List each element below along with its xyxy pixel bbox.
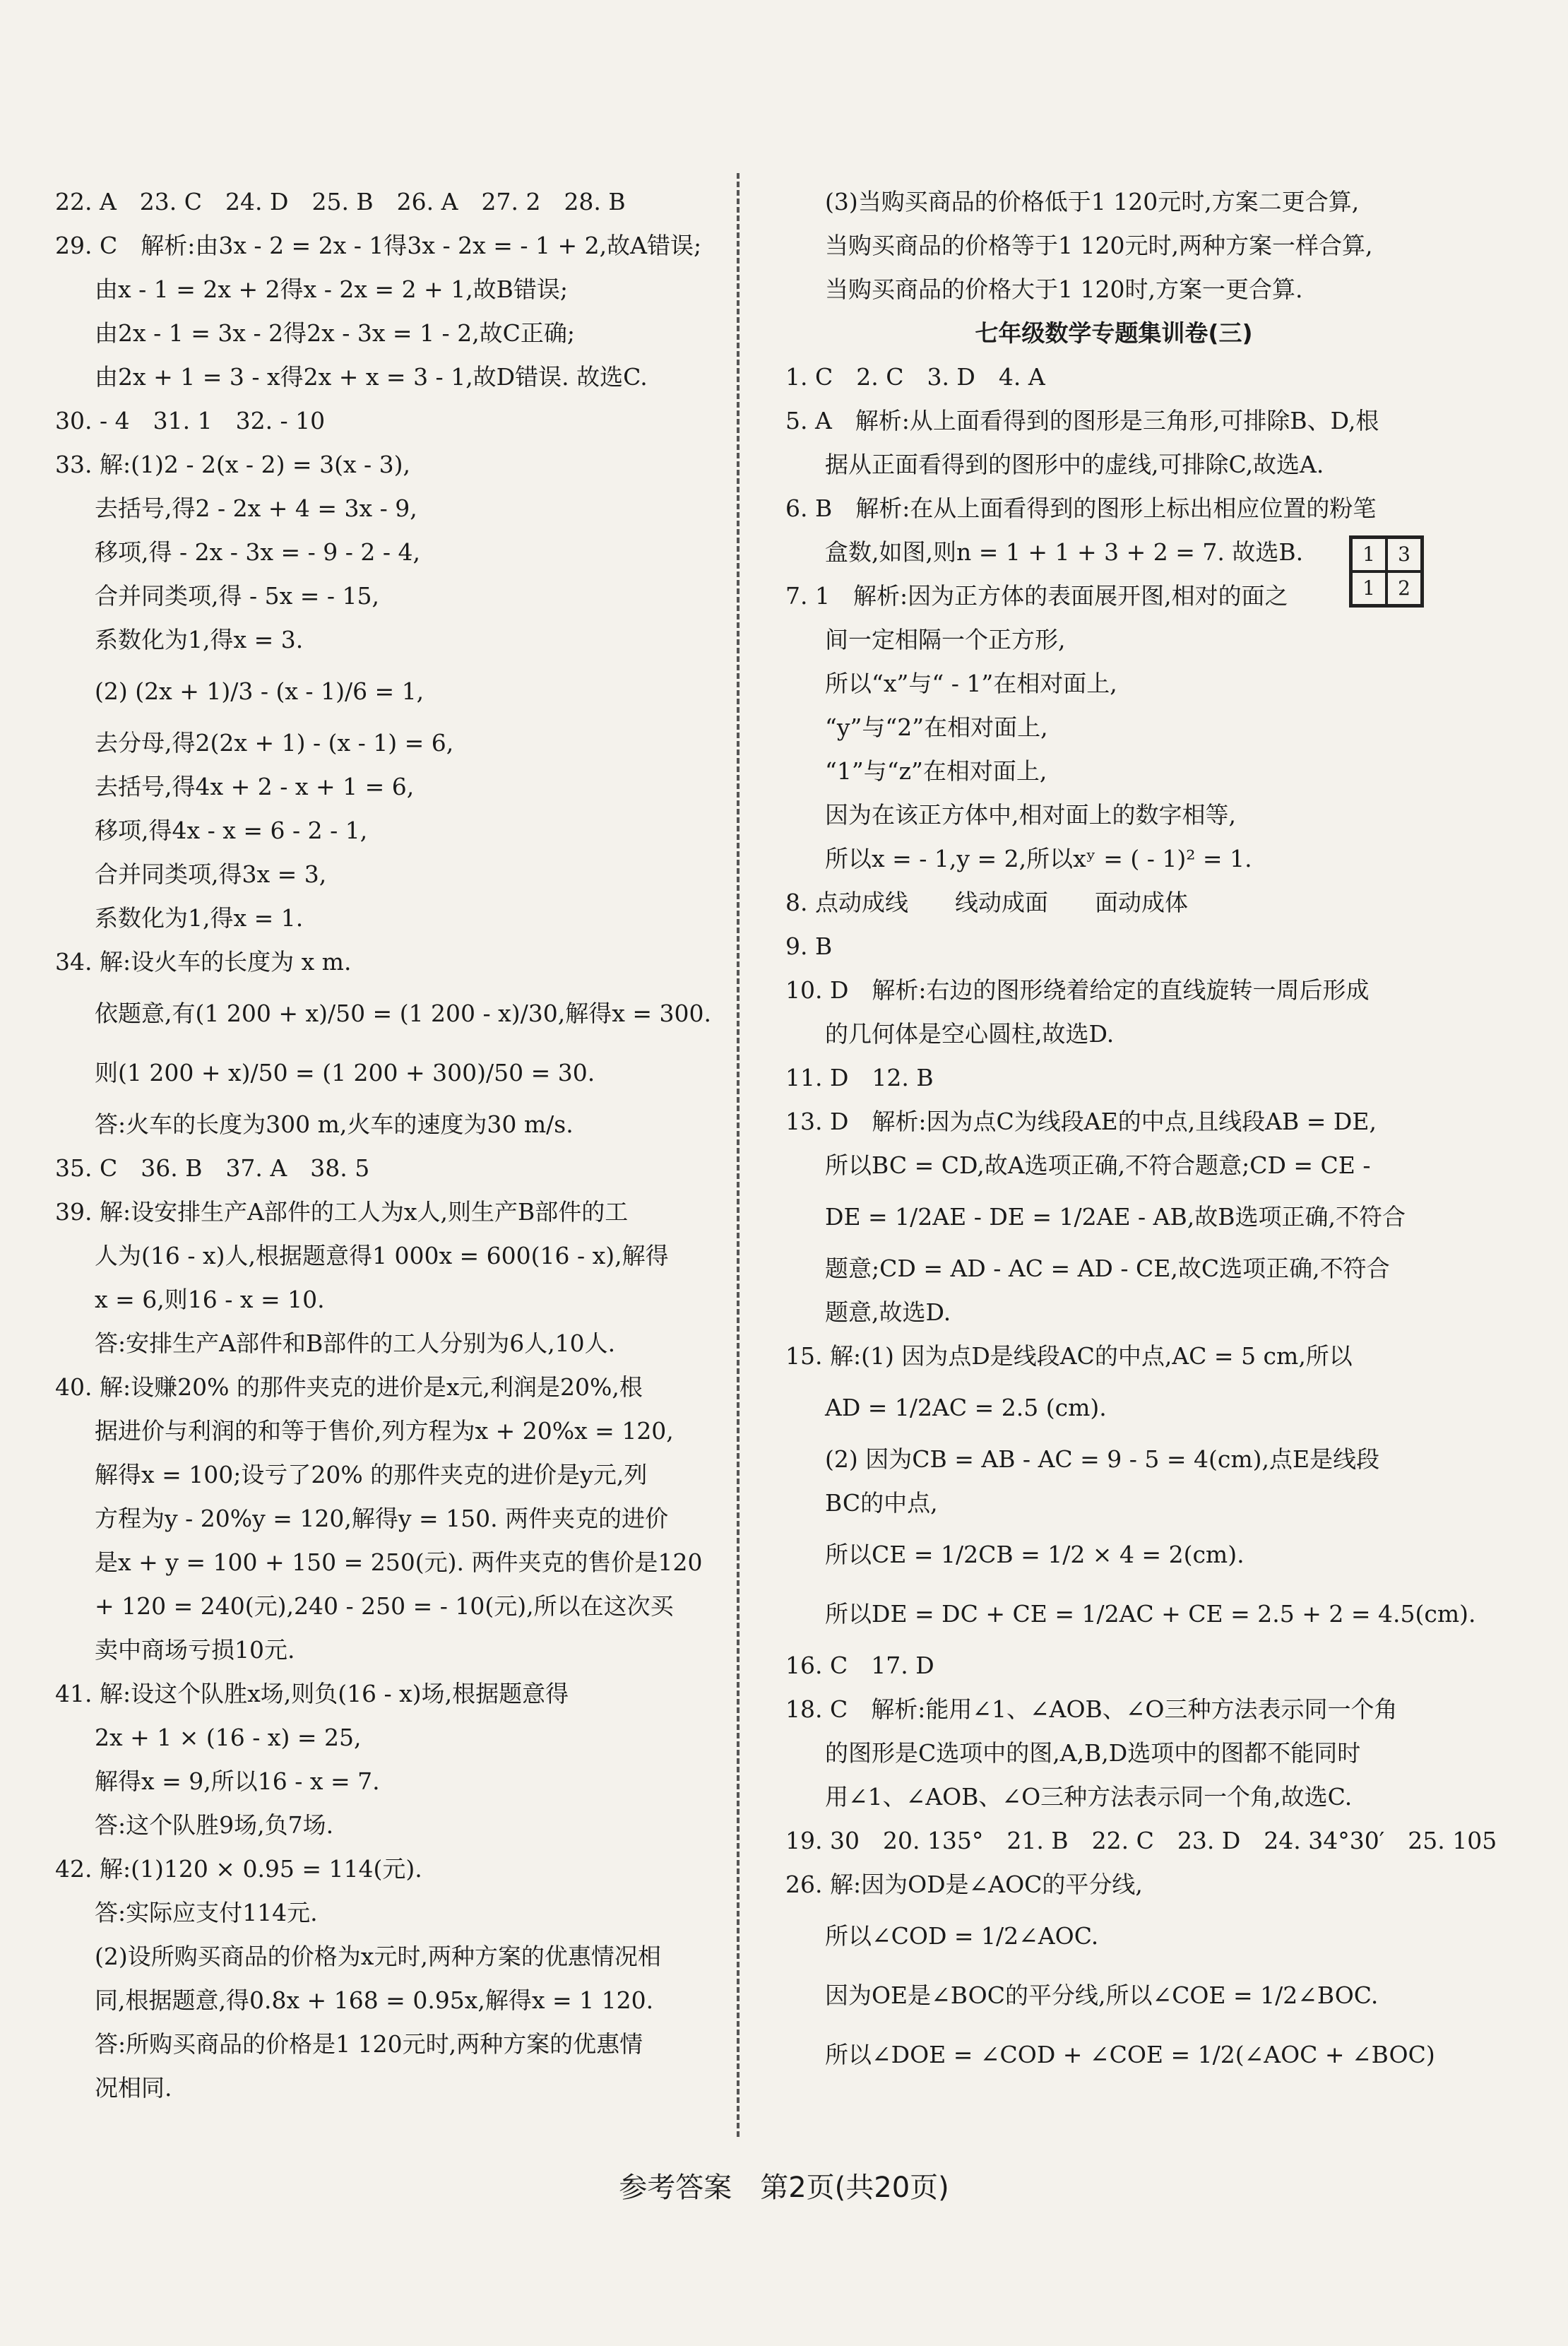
answer-line: 6. B 解析:在从上面看得到的图形上标出相应位置的粉笔 [785,494,1377,522]
answer-line: 18. C 解析:能用∠1、∠AOB、∠O三种方法表示同一个角 [785,1695,1398,1723]
answer-line: 22. A 23. C 24. D 25. B 26. A 27. 2 28. B [55,188,626,215]
answer-line: 去分母,得2(2x + 1) - (x - 1) = 6, [95,729,454,757]
answer-line: 答:火车的长度为300 m,火车的速度为30 m/s. [95,1110,574,1138]
answer-line: 的图形是C选项中的图,A,B,D选项中的图都不能同时 [825,1739,1361,1767]
answer-line: 则(1 200 + x)/50 = (1 200 + 300)/50 = 30. [95,1059,595,1086]
answer-line: 9. B [785,932,833,960]
column-divider [737,173,740,2137]
answer-line: x = 6,则16 - x = 10. [95,1286,325,1313]
answer-line: 题意;CD = AD - AC = AD - CE,故C选项正确,不符合 [825,1255,1390,1282]
answer-line: 合并同类项,得 - 5x = - 15, [95,582,379,610]
answer-line: 人为(16 - x)人,根据题意得1 000x = 600(16 - x),解得 [95,1242,669,1269]
answer-line: 依题意,有(1 200 + x)/50 = (1 200 - x)/30,解得x = 300. [95,1000,711,1027]
answer-line: 当购买商品的价格大于1 120时,方案一更合算. [825,276,1303,303]
answer-line: 由x - 1 = 2x + 2得x - 2x = 2 + 1,故B错误; [95,276,569,303]
answer-line: BC的中点, [825,1489,938,1517]
grid-cell: 2 [1386,571,1422,605]
answer-line: 16. C 17. D [785,1652,934,1679]
answer-line: 因为在该正方体中,相对面上的数字相等, [825,801,1236,829]
answer-line: 1. C 2. C 3. D 4. A [785,363,1045,391]
grid-cell: 1 [1351,538,1386,571]
answer-line: 7. 1 解析:因为正方体的表面展开图,相对的面之 [785,582,1288,610]
answer-line: 所以∠DOE = ∠COD + ∠COE = 1/2(∠AOC + ∠BOC) [825,2041,1435,2068]
answer-line: 合并同类项,得3x = 3, [95,860,327,888]
answer-line: (2) 因为CB = AB - AC = 9 - 5 = 4(cm),点E是线段 [825,1445,1380,1473]
answer-line: (2) (2x + 1)/3 - (x - 1)/6 = 1, [95,677,424,705]
answer-line: 10. D 解析:右边的图形绕着给定的直线旋转一周后形成 [785,976,1370,1004]
answer-line: DE = 1/2AE - DE = 1/2AE - AB,故B选项正确,不符合 [825,1203,1406,1231]
answer-line: 同,根据题意,得0.8x + 168 = 0.95x,解得x = 1 120. [95,1986,654,2014]
answer-line: 移项,得4x - x = 6 - 2 - 1, [95,817,368,844]
answer-line: (2)设所购买商品的价格为x元时,两种方案的优惠情况相 [95,1943,661,1970]
answer-line: 据从正面看得到的图形中的虚线,可排除C,故选A. [825,451,1324,478]
answer-line: 所以“x”与“ - 1”在相对面上, [825,670,1117,697]
answer-line: “y”与“2”在相对面上, [825,713,1048,741]
answer-line: 解得x = 9,所以16 - x = 7. [95,1767,380,1795]
answer-line: 33. 解:(1)2 - 2(x - 2) = 3(x - 3), [55,451,411,478]
answer-line: 13. D 解析:因为点C为线段AE的中点,且线段AB = DE, [785,1108,1377,1135]
answer-line: 19. 30 20. 135° 21. B 22. C 23. D 24. 34°30′ 25. 105 [785,1827,1497,1854]
answer-line: 29. C 解析:由3x - 2 = 2x - 1得3x - 2x = - 1 + 2,故A错误; [55,232,702,259]
answer-line: 用∠1、∠AOB、∠O三种方法表示同一个角,故选C. [825,1783,1353,1811]
answer-line: 去括号,得4x + 2 - x + 1 = 6, [95,773,415,800]
answer-line: 解得x = 100;设亏了20% 的那件夹克的进价是y元,列 [95,1461,648,1488]
answer-line: 39. 解:设安排生产A部件的工人为x人,则生产B部件的工 [55,1198,629,1226]
answer-line: 去括号,得2 - 2x + 4 = 3x - 9, [95,494,417,522]
answer-line: 11. D 12. B [785,1064,934,1091]
answer-line: 答:实际应支付114元. [95,1899,318,1926]
answer-line: 的几何体是空心圆柱,故选D. [825,1020,1115,1048]
answer-line: 所以BC = CD,故A选项正确,不符合题意;CD = CE - [825,1151,1371,1179]
answer-line: 所以DE = DC + CE = 1/2AC + CE = 2.5 + 2 = 4.5(cm). [825,1600,1476,1628]
grid-cell: 3 [1386,538,1422,571]
answer-line: 41. 解:设这个队胜x场,则负(16 - x)场,根据题意得 [55,1680,569,1707]
cube-count-figure [1349,535,1424,608]
page-footer: 参考答案 第2页(共20页) [619,2172,949,2204]
answer-line: 是x + y = 100 + 150 = 250(元). 两件夹克的售价是120 [95,1548,703,1576]
answer-line: 方程为y - 20%y = 120,解得y = 150. 两件夹克的进价 [95,1505,669,1532]
answer-line: 42. 解:(1)120 × 0.95 = 114(元). [55,1855,422,1883]
answer-line: 2x + 1 × (16 - x) = 25, [95,1724,362,1751]
right-column [785,180,1497,2085]
answer-line: 答:安排生产A部件和B部件的工人分别为6人,10人. [95,1329,616,1357]
answer-line: 答:这个队胜9场,负7场. [95,1811,334,1839]
answer-line: (3)当购买商品的价格低于1 120元时,方案二更合算, [825,188,1360,215]
answer-line: AD = 1/2AC = 2.5 (cm). [825,1394,1107,1421]
answer-line: 因为OE是∠BOC的平分线,所以∠COE = 1/2∠BOC. [825,1981,1379,2009]
answer-line: 30. - 4 31. 1 32. - 10 [55,407,326,434]
answer-line: 15. 解:(1) 因为点D是线段AC的中点,AC = 5 cm,所以 [785,1342,1353,1370]
answer-line: 由2x - 1 = 3x - 2得2x - 3x = 1 - 2,故C正确; [95,319,576,347]
answer-line: 卖中商场亏损10元. [95,1636,295,1664]
answer-line: 答:所购买商品的价格是1 120元时,两种方案的优惠情 [95,2030,643,2058]
answer-line: 间一定相隔一个正方形, [825,626,1066,653]
answer-line: “1”与“z”在相对面上, [825,757,1047,785]
answer-line: 34. 解:设火车的长度为 x m. [55,948,352,976]
answer-line: + 120 = 240(元),240 - 250 = - 10(元),所以在这次买 [95,1592,674,1620]
answer-line: 盒数,如图,则n = 1 + 1 + 3 + 2 = 7. 故选B. [825,538,1304,566]
answer-line: 由2x + 1 = 3 - x得2x + x = 3 - 1,故D错误. 故选C. [95,363,648,391]
answer-line: 所以x = - 1,y = 2,所以xʸ = ( - 1)² = 1. [825,845,1252,872]
answer-line: 当购买商品的价格等于1 120元时,两种方案一样合算, [825,232,1373,259]
answer-line: 况相同. [95,2074,172,2102]
answer-line: 系数化为1,得x = 1. [95,904,304,932]
answer-line: 移项,得 - 2x - 3x = - 9 - 2 - 4, [95,538,420,566]
answer-line: 所以CE = 1/2CB = 1/2 × 4 = 2(cm). [825,1541,1245,1568]
answer-line: 题意,故选D. [825,1298,951,1326]
section-title: 七年级数学专题集训卷(三) [975,319,1253,347]
answer-line: 8. 点动成线 线动成面 面动成体 [785,889,1188,916]
answer-line: 35. C 36. B 37. A 38. 5 [55,1154,370,1182]
answer-line: 所以∠COD = 1/2∠AOC. [825,1922,1099,1950]
answer-line: 40. 解:设赚20% 的那件夹克的进价是x元,利润是20%,根 [55,1373,643,1401]
answer-line: 5. A 解析:从上面看得到的图形是三角形,可排除B、D,根 [785,407,1379,434]
left-column [55,180,712,2110]
answer-line: 系数化为1,得x = 3. [95,626,304,653]
answer-line: 26. 解:因为OD是∠AOC的平分线, [785,1871,1143,1898]
answer-line: 据进价与利润的和等于售价,列方程为x + 20%x = 120, [95,1417,674,1445]
grid-cell: 1 [1351,571,1386,605]
